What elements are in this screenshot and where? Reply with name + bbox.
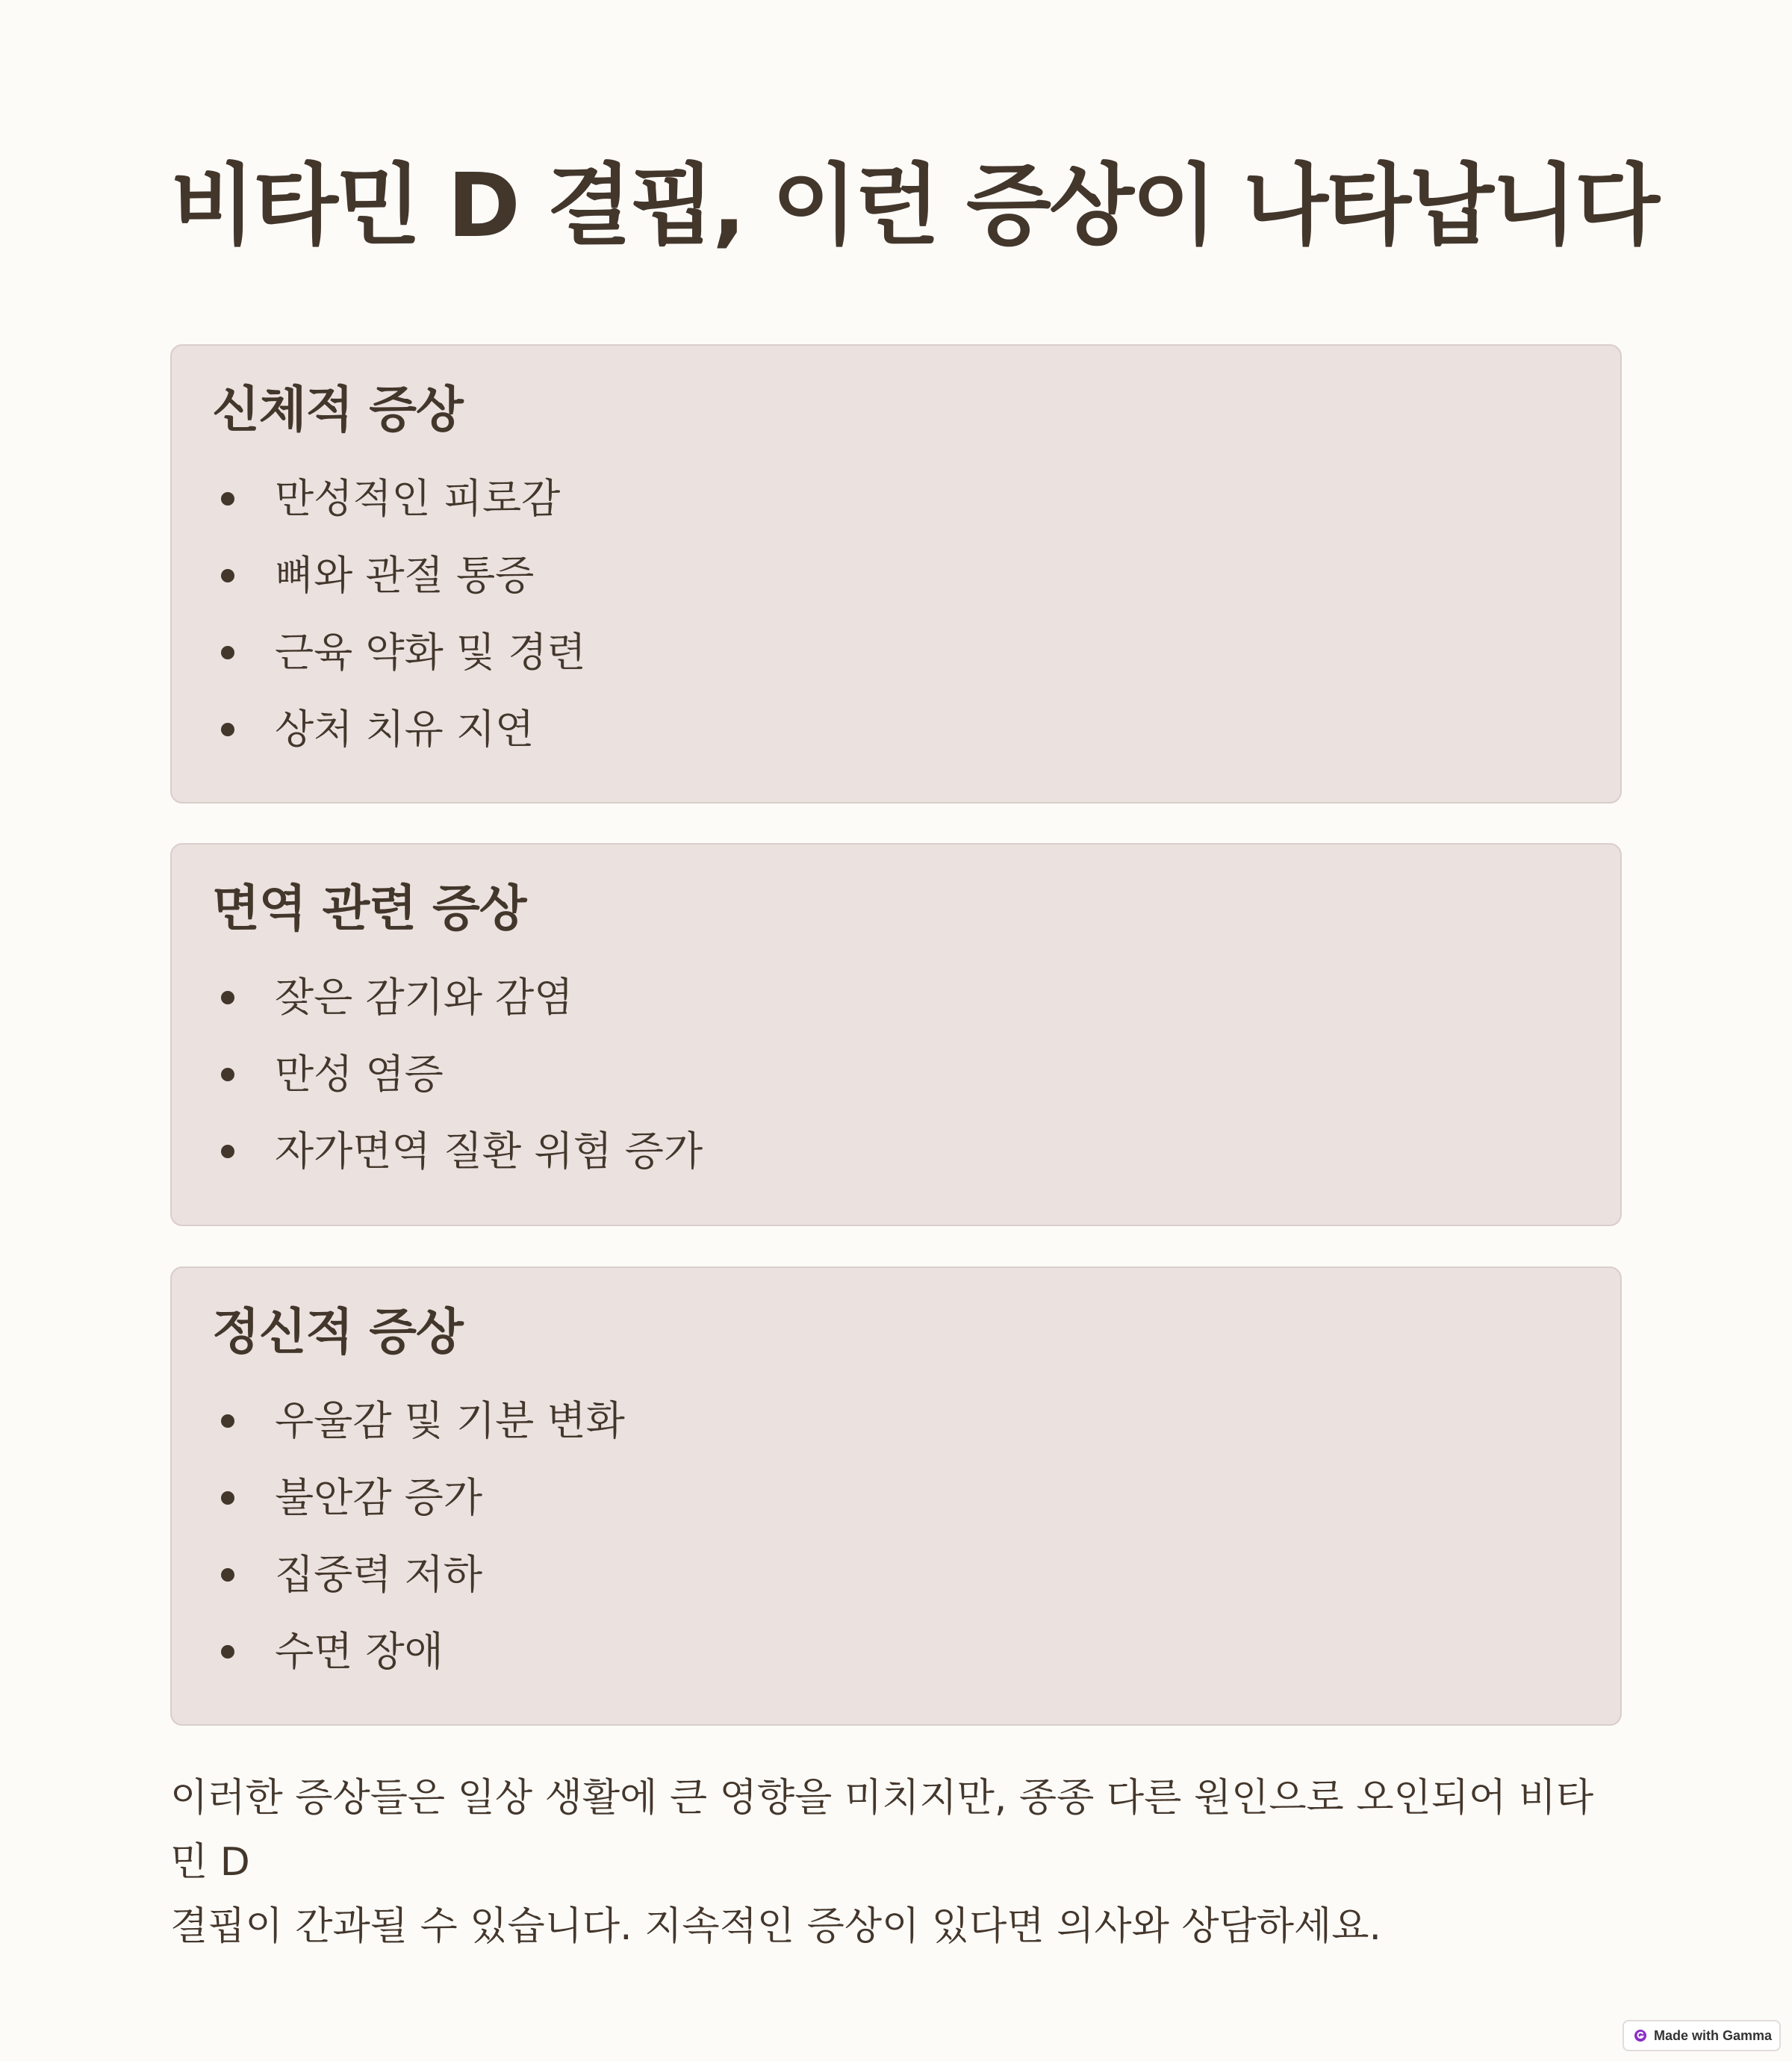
list-item (212, 614, 1581, 691)
badge-label: Made with Gamma (1654, 2027, 1773, 2043)
list-item (212, 1113, 1581, 1190)
list-item (212, 1036, 1581, 1113)
summary-line: 이러한 증상들은 일상 생활에 큰 영향을 미치지만, 종종 다른 원인으로 오인되어 비타민 D (170, 1776, 1594, 1885)
gamma-logo-icon (1633, 2028, 1648, 2043)
bullet-icon (221, 1491, 234, 1505)
list-item (212, 1382, 1581, 1459)
card-heading: 정신적 증상 (212, 1303, 463, 1361)
bullet-icon (221, 991, 234, 1004)
list-item-text: 우울감 및 기분 변화 (275, 1396, 625, 1444)
list-item-text: 불안감 증가 (275, 1473, 482, 1521)
list-item-text: 근육 약화 및 경련 (275, 628, 586, 676)
symptom-list (212, 460, 1581, 768)
list-item-text: 만성적인 피로감 (275, 474, 561, 522)
bullet-icon (221, 492, 234, 506)
card-immune-symptoms (170, 843, 1622, 1226)
list-item (212, 959, 1581, 1036)
bullet-icon (221, 1568, 234, 1582)
list-item-text: 수면 장애 (275, 1627, 444, 1675)
card-physical-symptoms (170, 344, 1622, 803)
symptom-list (212, 959, 1581, 1190)
list-item-text: 뼈와 관절 통증 (275, 551, 535, 599)
list-item (212, 1613, 1581, 1690)
bullet-icon (221, 1645, 234, 1659)
made-with-gamma-badge[interactable] (1623, 2020, 1781, 2051)
page-title: 비타민 D 결핍, 이런 증상이 나타납니다 (170, 154, 1658, 257)
list-item (212, 537, 1581, 614)
bullet-icon (221, 1068, 234, 1081)
list-item-text: 집중력 저하 (275, 1550, 482, 1598)
bullet-icon (221, 569, 234, 582)
bullet-icon (221, 723, 234, 736)
list-item-text: 잦은 감기와 감염 (275, 973, 573, 1021)
card-mental-symptoms (170, 1266, 1622, 1726)
summary-line: 결핍이 간과될 수 있습니다. 지속적인 증상이 있다면 의사와 상담하세요. (170, 1904, 1382, 1949)
symptom-list (212, 1382, 1581, 1690)
bullet-icon (221, 1414, 234, 1428)
bullet-icon (221, 646, 234, 659)
list-item (212, 1459, 1581, 1536)
list-item-text: 자가면역 질환 위험 증가 (275, 1127, 703, 1175)
list-item-text: 상처 치유 지연 (275, 705, 535, 753)
card-heading: 면역 관련 증상 (212, 880, 526, 937)
card-heading: 신체적 증상 (212, 381, 463, 438)
bullet-icon (221, 1145, 234, 1158)
list-item (212, 460, 1581, 537)
list-item-text: 만성 염증 (275, 1050, 444, 1098)
list-item (212, 1536, 1581, 1613)
summary-paragraph (170, 1766, 1626, 1959)
list-item (212, 691, 1581, 768)
